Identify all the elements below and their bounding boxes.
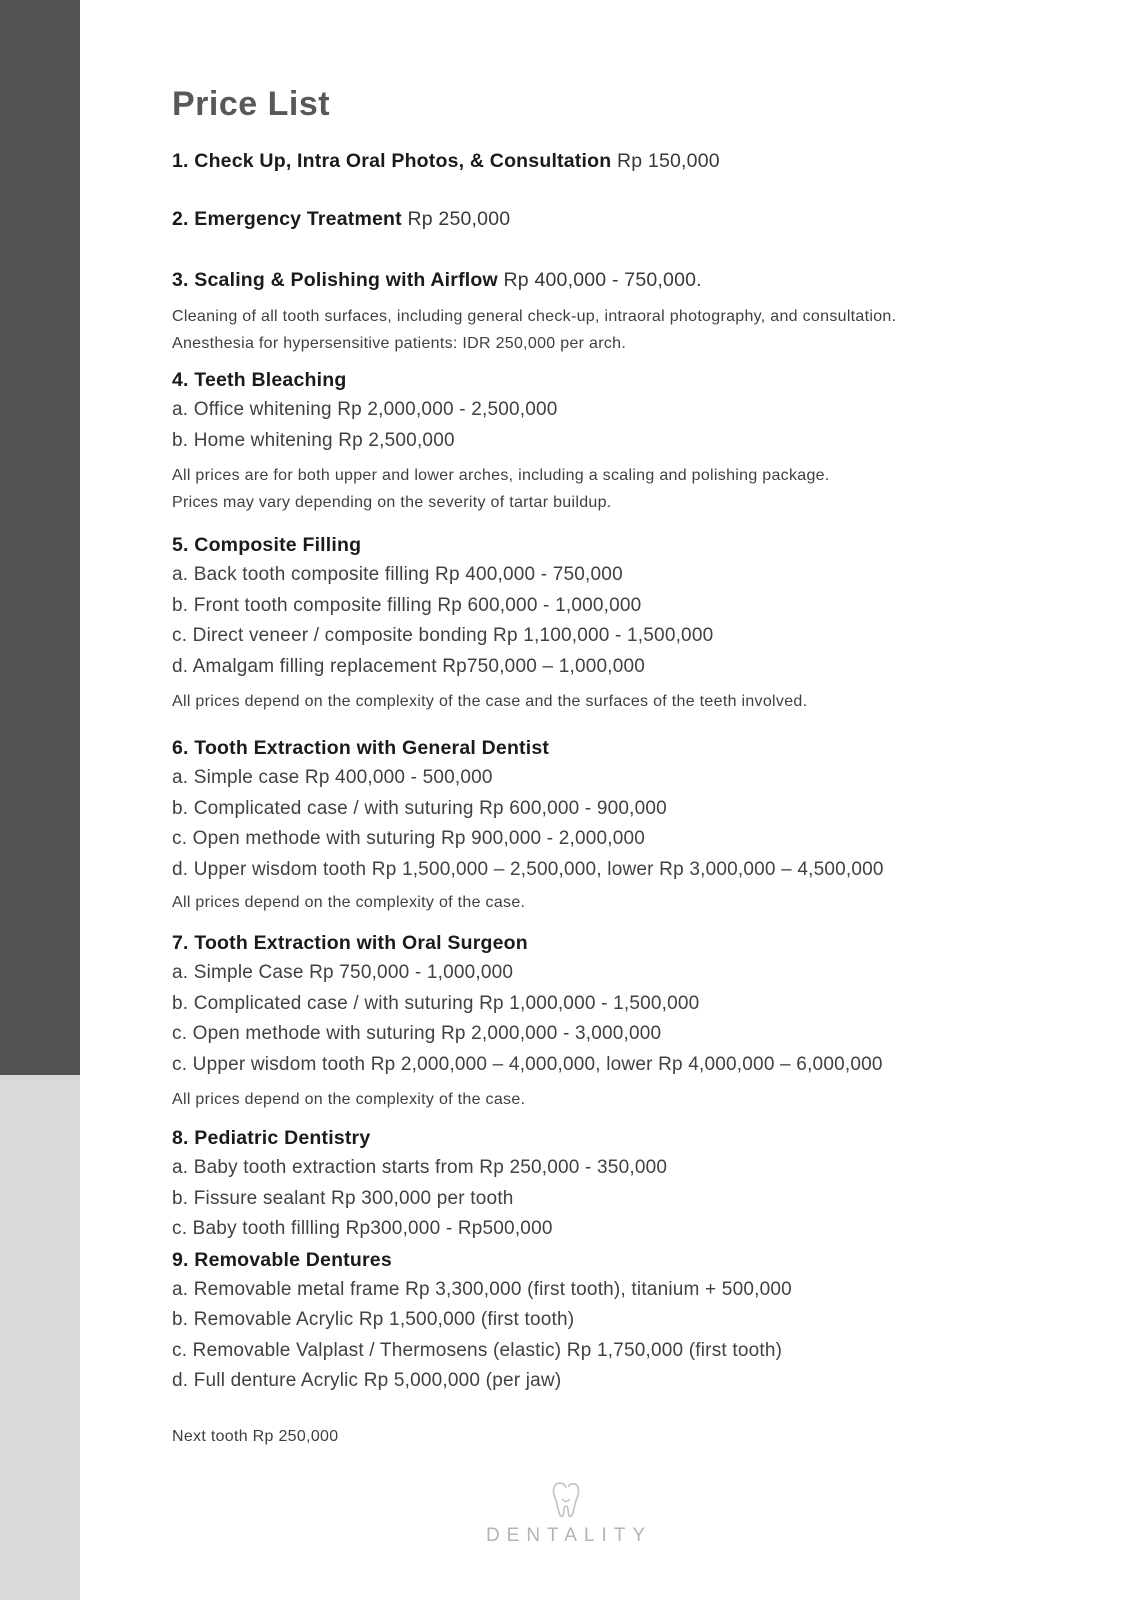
- section-heading-title: 5. Composite Filling: [172, 534, 362, 556]
- section-heading: [172, 733, 1032, 763]
- price-item: a. Removable metal frame Rp 3,300,000 (first tooth), titanium + 500,000: [172, 1278, 792, 1300]
- section-notes: [172, 1086, 1032, 1113]
- section-note: All prices are for both upper and lower arches, including a scaling and polishing package.: [172, 467, 830, 484]
- section-notes: [172, 1423, 1032, 1450]
- section-note: Anesthesia for hypersensitive patients: IDR 250,000 per arch.: [172, 335, 627, 352]
- section-heading: [172, 265, 1032, 295]
- section-heading-title: 7. Tooth Extraction with Oral Surgeon: [172, 932, 528, 954]
- price-item: b. Fissure sealant Rp 300,000 per tooth: [172, 1187, 514, 1209]
- section-heading-price: Rp 250,000: [401, 208, 511, 230]
- section-note: Prices may vary depending on the severity of tartar buildup.: [172, 494, 612, 511]
- price-item: c. Open methode with suturing Rp 900,000 - 2,000,000: [172, 828, 646, 849]
- section-note: Cleaning of all tooth surfaces, including general check-up, intraoral photography, and consultation.: [172, 308, 897, 325]
- price-item: a. Simple Case Rp 750,000 - 1,000,000: [172, 962, 514, 983]
- price-item: b. Complicated case / with suturing Rp 600,000 - 900,000: [172, 797, 667, 819]
- left-accent-bar-dark: [0, 0, 80, 1075]
- section-heading-title: 1. Check Up, Intra Oral Photos, & Consultation: [172, 150, 612, 172]
- price-item: b. Removable Acrylic Rp 1,500,000 (first tooth): [172, 1309, 575, 1330]
- sections: [172, 146, 1032, 1450]
- price-item: a. Office whitening Rp 2,000,000 - 2,500,000: [172, 399, 558, 420]
- section-items: [172, 560, 1032, 682]
- price-section: [172, 928, 1032, 1113]
- price-item: c. Baby tooth fillling Rp300,000 - Rp500,000: [172, 1218, 553, 1239]
- price-section: [172, 146, 1032, 176]
- price-section: [172, 265, 1032, 357]
- section-notes: [172, 462, 1032, 516]
- section-heading: [172, 365, 1032, 395]
- section-note: All prices depend on the complexity of the case.: [172, 1091, 526, 1108]
- section-heading-title: 6. Tooth Extraction with General Dentist: [172, 737, 550, 759]
- price-item: b. Front tooth composite filling Rp 600,000 - 1,000,000: [172, 594, 642, 616]
- price-item: d. Amalgam filling replacement Rp750,000 – 1,000,000: [172, 655, 646, 677]
- section-items: [172, 763, 1032, 885]
- price-section: [172, 733, 1032, 916]
- price-item: c. Direct veneer / composite bonding Rp 1,100,000 - 1,500,000: [172, 625, 714, 646]
- price-item: d. Upper wisdom tooth Rp 1,500,000 – 2,500,000, lower Rp 3,000,000 – 4,500,000: [172, 858, 884, 880]
- section-heading-title: 8. Pediatric Dentistry: [172, 1127, 371, 1149]
- section-note: All prices depend on the complexity of the case.: [172, 894, 526, 911]
- section-heading-title: 9. Removable Dentures: [172, 1248, 392, 1271]
- price-item: b. Complicated case / with suturing Rp 1,000,000 - 1,500,000: [172, 992, 700, 1014]
- price-section: [172, 1123, 1032, 1245]
- section-notes: [172, 688, 1032, 715]
- price-section: [172, 365, 1032, 516]
- price-list-content: [172, 0, 1032, 1450]
- price-section: [172, 1245, 1032, 1450]
- brand-wordmark: DENTALITY: [485, 1525, 653, 1546]
- section-items: [172, 1153, 1032, 1245]
- section-notes: [172, 303, 1032, 357]
- price-item: a. Back tooth composite filling Rp 400,000 - 750,000: [172, 564, 623, 585]
- section-heading: [172, 928, 1032, 958]
- price-item: c. Upper wisdom tooth Rp 2,000,000 – 4,000,000, lower Rp 4,000,000 – 6,000,000: [172, 1053, 883, 1075]
- section-heading: [172, 1123, 1032, 1153]
- price-section: [172, 204, 1032, 234]
- section-heading: [172, 146, 1032, 176]
- section-notes: [172, 889, 1032, 916]
- section-heading: [172, 204, 1032, 234]
- section-heading-price: Rp 150,000: [611, 150, 720, 172]
- section-items: [172, 1275, 1032, 1397]
- section-note: All prices depend on the complexity of the case and the surfaces of the teeth involved.: [172, 693, 808, 710]
- price-item: d. Full denture Acrylic Rp 5,000,000 (per jaw): [172, 1370, 562, 1391]
- price-item: c. Open methode with suturing Rp 2,000,000 - 3,000,000: [172, 1023, 662, 1044]
- section-heading: [172, 1245, 1032, 1275]
- section-heading-price: Rp 400,000 - 750,000.: [497, 269, 702, 291]
- section-note: Next tooth Rp 250,000: [172, 1427, 339, 1445]
- section-heading: [172, 530, 1032, 560]
- section-heading-title: 3. Scaling & Polishing with Airflow: [172, 269, 498, 291]
- page-title: Price List: [172, 85, 331, 123]
- tooth-outline-icon: [549, 1480, 583, 1520]
- price-item: a. Baby tooth extraction starts from Rp 250,000 - 350,000: [172, 1157, 668, 1178]
- section-items: [172, 395, 1032, 456]
- price-section: [172, 530, 1032, 715]
- section-heading-title: 2. Emergency Treatment: [172, 208, 402, 230]
- price-item: b. Home whitening Rp 2,500,000: [172, 429, 455, 451]
- section-heading-title: 4. Teeth Bleaching: [172, 369, 347, 391]
- section-items: [172, 958, 1032, 1080]
- footer: [0, 1480, 1131, 1547]
- price-item: a. Simple case Rp 400,000 - 500,000: [172, 767, 493, 788]
- price-item: c. Removable Valplast / Thermosens (elastic) Rp 1,750,000 (first tooth): [172, 1339, 783, 1361]
